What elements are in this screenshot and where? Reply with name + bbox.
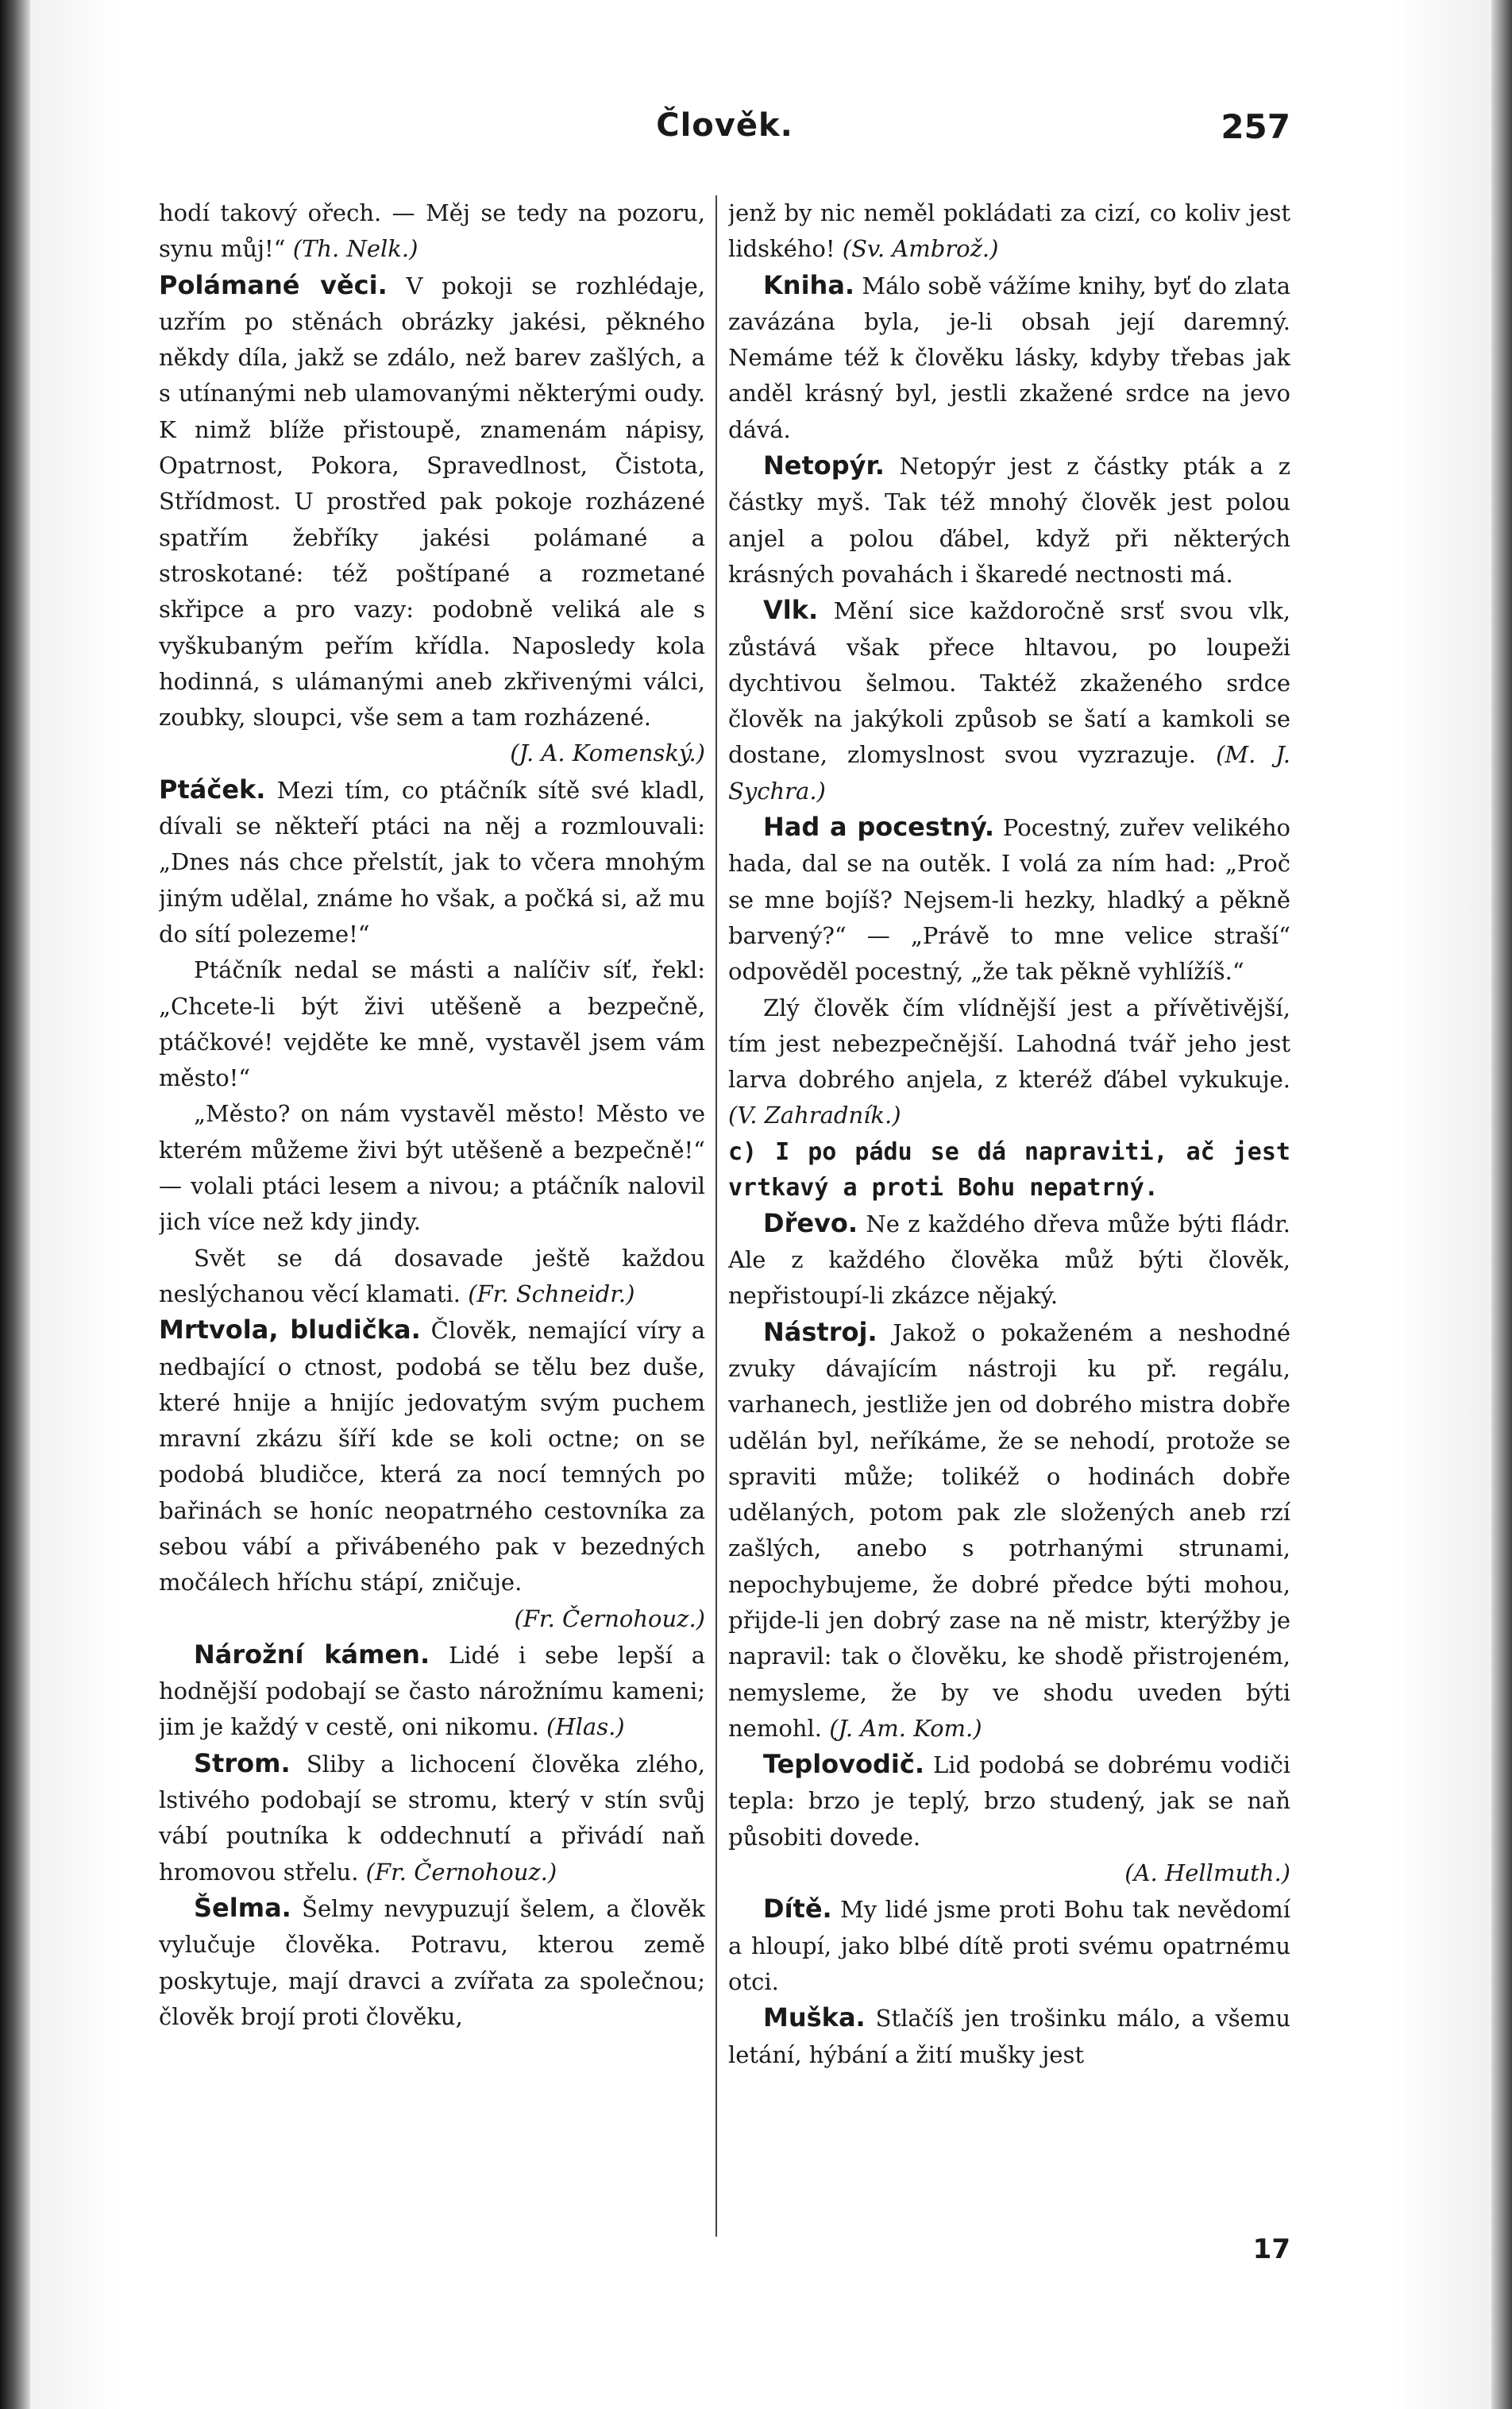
entry-title: Dřevo. [763,1207,858,1238]
scan-edge-right [1491,0,1512,2409]
entry-text: Šelmy nevypuzují šelem, a člověk vylučuje člověka. Potravu, kterou země poskytuje, mají dravci a zvířata za společnou; člověk brojí proti člověku, [159,1894,705,2030]
entry-ptacek [159,772,705,952]
entry-text: Lidé i sebe lepší a hodnější podobají se často nárožnímu kameni; jim je každý v cestě, oni nikomu. [159,1641,705,1741]
entry-text: Člověk, nemající víry a nedbající o ctnost, podobá se tělu bez duše, které hnije a hnijíc jedovatým svým puchem mravní zkázu šíří kde se koli octne; on se podobá bludičce, která za nocí temných po bařinách se honíc neopatrného cestovníka za sebou vábí a přivábeného pak v bezedných močálech hříchu stápí, zničuje. [159,1317,705,1596]
entry-title: Nárožní kámen. [194,1639,430,1670]
entry-nastroj [728,1315,1290,1747]
entry-drevo [728,1206,1290,1315]
text-block: hodí takový ořech. — Měj se tedy na pozoru, synu můj!“ (Th. Nelk.) [159,199,705,263]
right-column [728,195,1290,2233]
entry-title: Vlk. [763,595,819,626]
entry-text: Lid podobá se dobrému vodiči tepla: brzo je teplý, brzo studený, jak se naň působiti dovede. [728,1751,1290,1851]
entry-text: V pokoji se rozhlédaje, uzřím po stěnách obrázky jakési, pěkného někdy díla, jakž se zdálo, než barev zašlých, a s utínanými neb ulamovanými některými oudy. K nimž blíže přistoupě, znamenám nápisy, Opatrnost, Pokora, Spravedlnost, Čistota, Střídmost. U prostřed pak pokoje rozházené spatřím žebříky jakési polámané a stroskotané: též poštípané a rozmetané skřipce a pro vazy: podobně veliká ale s vyškubaným peřím křídla. Naposledy kola hodinná, s ulámanými aneb zkřivenými válci, zoubky, sloupci, vše sem a tam rozházené. [159,272,705,732]
source-citation: (J. A. Komenský.) [510,739,705,767]
source-citation: (A. Hellmuth.) [1124,1859,1290,1887]
entry-title: Mrtvola, bludička. [159,1315,421,1345]
running-title: Člověk. [656,107,793,144]
source-citation: (Fr. Schneidr.) [468,1280,635,1307]
entry-kniha [728,268,1290,448]
entry-text: Jakož o pokaženém a neshodné zvuky dávajícím nástroji ku př. regálu, varhanech, jestliže jen od dobrého mistra dobře udělán byl, neříkáme, že se nehodí, protože se spraviti může; tolikéž o hodinách dobře udělaných, potom pak zle složených aneb rzí zašlých, anebo s potrhanými strunami, nepochybujeme, že dobré předce býti mohou, přijde-li jen dobrý zase na ně mistr, kterýžby je napravil: tak o člověku, ke shodě přistrojeném, nemysleme, že by ve shodu uveden býti nemohl. [728,1318,1290,1742]
paragraph: Svět se dá dosavade ještě každou neslýchanou věcí klamati. (Fr. Schneidr.) [159,1244,705,1307]
entry-mrtvola-bludicka [159,1312,705,1600]
entry-title: Ptáček. [159,774,266,805]
paragraph: Zlý člověk čím vlídnější jest a přívětivější, tím jest nebezpečnější. Lahodná tvář jeho jest larva dobrého anjela, z kteréž ďábel vykukuje. (V. Zahradník.) [728,994,1290,1129]
entry-title: Netopýr. [763,450,885,481]
entry-strom [159,1746,705,1890]
source-citation: (M. J. Sychra.) [728,741,1290,805]
entry-text: My lidé jsme proti Bohu tak nevědomí a hloupí, jako blbé dítě proti svému opatrnému otci. [728,1896,1290,1995]
entry-text: Málo sobě vážíme knihy, byť do zlata zavázána byla, je-li obsah její daremný. Nemáme též k člověku lásky, kdyby třebas jak anděl krásný byl, jestli zkažené srdce na jevo dává. [728,272,1290,443]
entry-title: Kniha. [763,269,855,300]
page-number: 257 [1221,107,1290,146]
printer-signature: 17 [1252,2233,1290,2265]
entry-selma [159,1890,705,2035]
entry-title: Šelma. [194,1892,291,1923]
entry-vlk [728,593,1290,809]
left-column [159,195,705,2340]
entry-narozni-kamen [159,1637,705,1746]
entry-text: Pocestný, zuřev velikého hada, dal se na outěk. I volá za ním had: „Proč se mne bojíš? Nejsem-li hezky, hladký a pěkně barvený?“ — „Právě to mne velice straší“ odpověděl pocestný, „že tak pěkně vyhlížíš.“ [728,814,1290,986]
entry-text: Ne z každého dřeva může býti fládr. Ale z každého člověka můž býti člověk, nepřistoupí-li zkázce nějaký. [728,1210,1290,1310]
column-divider [716,195,717,2237]
entry-text: Mezi tím, co ptáčník sítě své kladl, dívali se někteří ptáci na něj a rozmlouvali: „Dnes nás chce přelstít, jak to včera mnohým jiným udělal, známe ho však, a počká si, až mu do sítí polezeme!“ [159,776,705,948]
section-heading: c) I po pádu se dá napraviti, ač jest vrtkavý a proti Bohu nepatrný. [728,1137,1290,1202]
entry-title: Had a pocestný. [763,812,995,843]
scan-edge-left [0,0,30,2409]
entry-text: Stlačíš jen trošinku málo, a všemu letání, hýbání a žití mušky jest [728,2005,1290,2068]
entry-text: Mění sice každoročně srsť svou vlk, zůstává však přece hltavou, po loupeži dychtivou šelmou. Taktéž zkaženého srdce člověk na jakýkoli způsob se šatí a kamkoli se dostane, zlomyslnost svou vyzrazuje. [728,597,1290,769]
entry-title: Teplovodič. [763,1749,924,1780]
entry-title: Dítě. [763,1894,832,1924]
page-header [159,107,1290,155]
entry-title: Muška. [763,2002,866,2033]
entry-had-a-pocestny [728,809,1290,990]
entry-dite [728,1891,1290,2000]
entry-title: Polámané věci. [159,269,388,300]
entry-polamane-veci [159,268,705,736]
source-citation: (Fr. Černohouz.) [514,1604,705,1632]
entry-text: Netopýr jest z částky pták a z částky myš. Tak též mnohý člověk jest polou anjel a polou ďábel, když při některých krásných povahách i škaredé nectnosti má. [728,453,1290,588]
entry-title: Nástroj. [763,1316,878,1347]
text-block: jenž by nic neměl pokládati za cizí, co koliv jest lidského! (Sv. Ambrož.) [728,199,1290,263]
source-citation: (Th. Nelk.) [292,235,418,263]
entry-teplovodic [728,1747,1290,1855]
source-citation: (Fr. Černohouz.) [365,1858,557,1886]
source-citation: (Sv. Ambrož.) [842,235,999,263]
paragraph: Ptáčník nedal se másti a nalíčiv síť, řekl: „Chcete-li být živi utěšeně a bezpečně, ptáčkové! vejděte ke mně, vystavěl jsem vám město!“ [159,956,705,1092]
source-citation: (J. Am. Kom.) [829,1714,982,1742]
entry-muska [728,2000,1290,2073]
source-citation: (V. Zahradník.) [728,1102,901,1129]
entry-text: Sliby a lichocení člověka zlého, lstivého podobají se stromu, který v stín svůj vábí poutníka k oddechnutí a přivádí naň hromovou střelu. [159,1750,705,1886]
source-citation: (Hlas.) [546,1713,625,1741]
entry-netopyr [728,448,1290,593]
entry-title: Strom. [194,1747,291,1778]
paragraph: „Město? on nám vystavěl město! Město ve kterém můžeme živi být utěšeně a bezpečně!“ — volali ptáci lesem a nivou; a ptáčník nalovil jich více než kdy jindy. [159,1100,705,1236]
